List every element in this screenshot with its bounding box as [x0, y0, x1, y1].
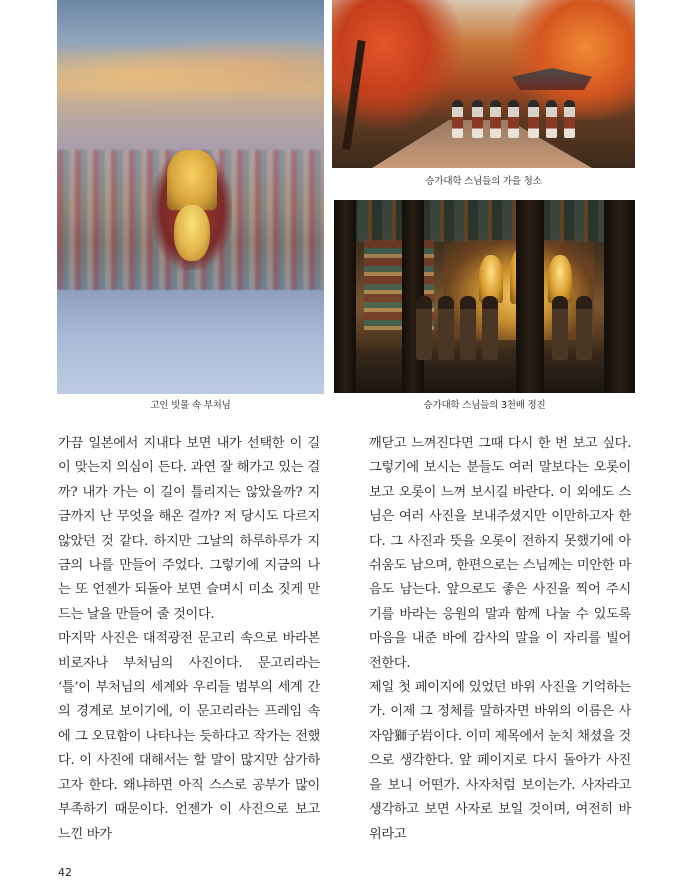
- right-paragraph-2: 제일 첫 페이지에 있었던 바위 사진을 기억하는가. 이제 그 정체를 말하자면 바위의 이름은 사자암獅子岩이다. 이미 제목에서 눈치 채셨을 것으로 생각한다. 앞 페이지로 다시 돌아가 사진을 보니 어떤가. 사자처럼 보이는가. 사자라고 생각하고 보면 사자로 보일 것이며, 여전히 바위라고: [369, 680, 631, 842]
- autumn-cleaning-photo: [332, 0, 635, 168]
- autumn-photo-caption: 승가대학 스님들의 가을 청소: [425, 176, 542, 187]
- left-paragraph-2: 마지막 사진은 대적광전 문고리 속으로 바라본 비로자나 부처님의 사진이다. 문고리라는 ‘틀’이 부처님의 세계와 우리들 범부의 세계 간의 경계로 보이기에, 이 문고리라는 프레임 속에 그 오묘함이 나타나는 듯하다고 작가는 전했다. 이 사진에 대해서는 할 말이 많지만 삼가하고자 한다. 왜냐하면 아직 스스로 공부가 많이 부족하기 때문이다. 언젠가 이 사진으로 보고 느낀 바가: [58, 631, 320, 842]
- buddha-photo-caption: 고인 빗물 속 부처님: [150, 400, 231, 411]
- prostration-photo-caption: 승가대학 스님들의 3천배 정진: [423, 400, 546, 411]
- left-paragraph-1: 가끔 일본에서 지내다 보면 내가 선택한 이 길이 맞는지 의심이 든다. 과연 잘 해가고 있는 걸까? 내가 가는 이 길이 틀리지는 않았을까? 지금까지 난 무엇을 해온 걸까? 저 당시도 다르지 않았던 것 같다. 하지만 그날의 하루하루가 지금의 나를 만들어 주었다. 그렇기에 지금의 나는 또 언젠가 되돌아 보면 슬며시 미소 짓게 만드는 날을 만들어 줄 것이다.: [58, 436, 320, 622]
- right-paragraph-1: 깨닫고 느껴진다면 그때 다시 한 번 보고 싶다. 그렇기에 보시는 분들도 여러 말보다는 오롯이 보고 오롯이 느껴 보시길 바란다. 이 외에도 스님은 여러 사진을 보내주셨지만 이만하고자 한다. 그 사진과 뜻을 오롯이 전하지 못했기에 아쉬움도 남으며, 한편으로는 스님께는 미안한 마음도 남는다. 앞으로도 좋은 사진을 찍어 주시기를 바라는 응원의 말과 함께 나눌 수 있도록 마음을 내준 바에 감사의 말을 이 자리를 빌어 전한다.: [369, 436, 631, 671]
- right-text-column: [369, 432, 631, 847]
- page-number: 42: [58, 866, 72, 879]
- temple-prostration-photo: [334, 200, 635, 393]
- left-text-column: [58, 432, 320, 847]
- buddha-reflection-photo: [57, 0, 324, 394]
